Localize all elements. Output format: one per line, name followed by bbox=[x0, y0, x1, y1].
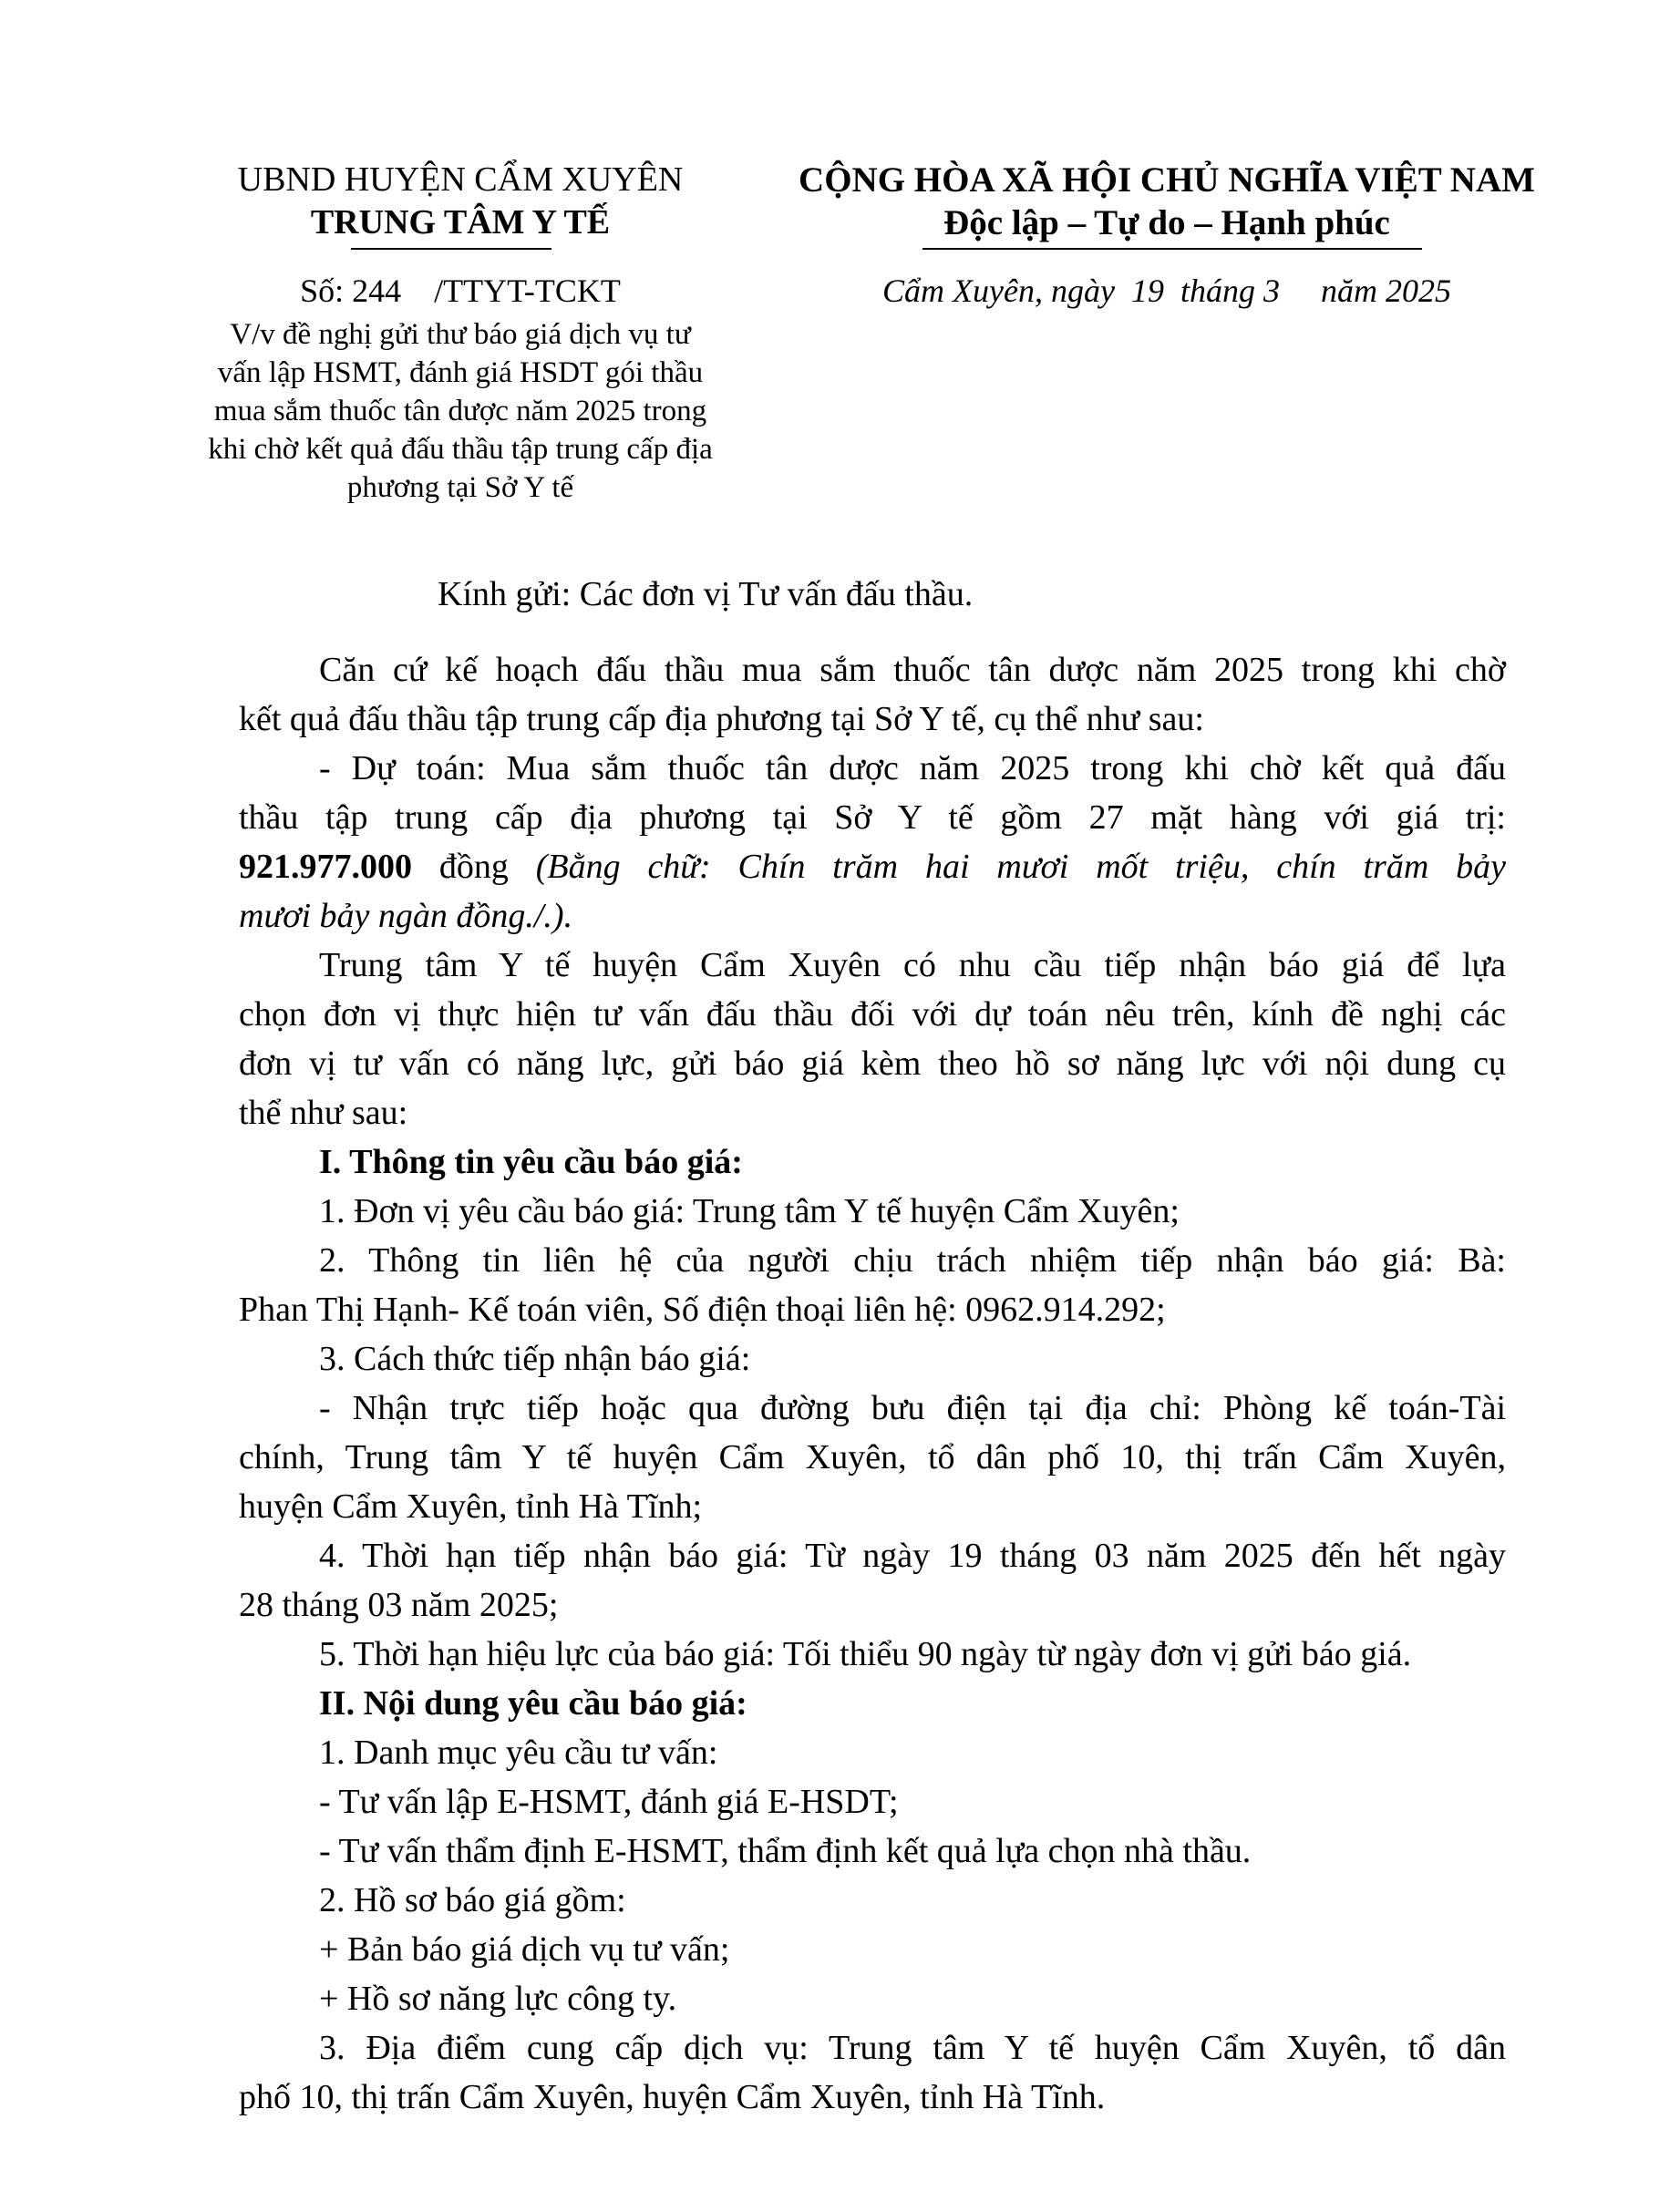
paragraph-line: Trung tâm Y tế huyện Cẩm Xuyên có nhu cầu tiếp nhận báo giá để lựa bbox=[319, 946, 1506, 984]
amount-in-words: (Bằng chữ: Chín trăm hai mươi mốt triệu, chín trăm bảy bbox=[535, 848, 1507, 886]
paragraph-line: - Dự toán: Mua sắm thuốc tân dược năm 2025 trong khi chờ kết quả đấu bbox=[319, 749, 1506, 787]
paragraph-line: thầu tập trung cấp địa phương tại Sở Y tế gồm 27 mặt hàng với giá trị: bbox=[239, 798, 1506, 837]
document-date: Cẩm Xuyên, ngày 19 tháng 3 năm 2025 bbox=[882, 273, 1451, 309]
paragraph-line: Căn cứ kế hoạch đấu thầu mua sắm thuốc tân dược năm 2025 trong khi chờ bbox=[319, 651, 1506, 689]
paragraph-line: thể như sau: bbox=[239, 1094, 408, 1132]
subject-line: khi chờ kết quả đấu thầu tập trung cấp địa bbox=[208, 433, 713, 466]
paragraph-line: kết quả đấu thầu tập trung cấp địa phương tại Sở Y tế, cụ thể như sau: bbox=[239, 700, 1204, 738]
paragraph-line: chọn đơn vị thực hiện tư vấn đấu thầu đối với dự toán nêu trên, kính đề nghị các bbox=[239, 995, 1506, 1034]
section-1-item: 4. Thời hạn tiếp nhận báo giá: Từ ngày 19 tháng 03 năm 2025 đến hết ngày bbox=[319, 1537, 1506, 1575]
document-number: Số: 244 /TTYT-TCKT bbox=[300, 273, 621, 309]
section-1-title: I. Thông tin yêu cầu báo giá: bbox=[319, 1143, 743, 1181]
subject-line: V/v đề nghị gửi thư báo giá dịch vụ tư bbox=[230, 318, 691, 351]
section-1-subitem-cont: huyện Cẩm Xuyên, tỉnh Hà Tĩnh; bbox=[239, 1487, 703, 1526]
motto-underline bbox=[922, 248, 1422, 250]
section-2-subitem: + Bản báo giá dịch vụ tư vấn; bbox=[319, 1930, 730, 1969]
section-2-item: 2. Hồ sơ báo giá gồm: bbox=[319, 1881, 626, 1919]
section-2-subitem: - Tư vấn thẩm định E-HSMT, thẩm định kết quả lựa chọn nhà thầu. bbox=[319, 1832, 1252, 1870]
greeting: Kính gửi: Các đơn vị Tư vấn đấu thầu. bbox=[438, 575, 974, 613]
subject-line: vấn lập HSMT, đánh giá HSDT gói thầu bbox=[217, 356, 704, 389]
section-1-subitem-cont: chính, Trung tâm Y tế huyện Cẩm Xuyên, tổ dân phố 10, thị trấn Cẩm Xuyên, bbox=[239, 1438, 1506, 1476]
section-1-item: 3. Cách thức tiếp nhận báo giá: bbox=[319, 1340, 751, 1378]
section-2-subitem: - Tư vấn lập E-HSMT, đánh giá E-HSDT; bbox=[319, 1783, 899, 1821]
amount-in-words-cont: mươi bảy ngàn đồng./.). bbox=[239, 897, 573, 935]
section-2-item: 1. Danh mục yêu cầu tư vấn: bbox=[319, 1734, 718, 1772]
section-1-item: 2. Thông tin liên hệ của người chịu trách nhiệm tiếp nhận báo giá: Bà: bbox=[319, 1241, 1506, 1280]
section-1-item-cont: Phan Thị Hạnh- Kế toán viên, Số điện thoại liên hệ: 0962.914.292; bbox=[239, 1291, 1166, 1329]
section-1-item: 1. Đơn vị yêu cầu báo giá: Trung tâm Y tế huyện Cẩm Xuyên; bbox=[319, 1192, 1180, 1230]
amount-line bbox=[239, 842, 1506, 891]
currency-unit: đồng bbox=[412, 848, 536, 886]
section-1-subitem: - Nhận trực tiếp hoặc qua đường bưu điện tại địa chỉ: Phòng kế toán-Tài bbox=[319, 1389, 1506, 1427]
section-1-item: 5. Thời hạn hiệu lực của báo giá: Tối thiểu 90 ngày từ ngày đơn vị gửi báo giá. bbox=[319, 1635, 1412, 1673]
unit-underline bbox=[351, 248, 551, 250]
nation-title: CỘNG HÒA XÃ HỘI CHỦ NGHĨA VIỆT NAM bbox=[799, 160, 1535, 200]
unit-name: TRUNG TÂM Y TẾ bbox=[310, 203, 611, 242]
section-2-title: II. Nội dung yêu cầu báo giá: bbox=[319, 1684, 747, 1723]
subject-line: mua sắm thuốc tân dược năm 2025 trong bbox=[213, 395, 707, 427]
section-2-item-cont: phố 10, thị trấn Cẩm Xuyên, huyện Cẩm Xuyên, tỉnh Hà Tĩnh. bbox=[239, 2078, 1106, 2116]
subject-line: phương tại Sở Y tế bbox=[346, 471, 574, 504]
agency-name: UBND HUYỆN CẨM XUYÊN bbox=[237, 160, 684, 199]
budget-amount: 921.977.000 bbox=[239, 848, 412, 886]
nation-motto: Độc lập – Tự do – Hạnh phúc bbox=[943, 203, 1390, 242]
section-2-item: 3. Địa điểm cung cấp dịch vụ: Trung tâm Y tế huyện Cẩm Xuyên, tổ dân bbox=[319, 2029, 1506, 2067]
section-1-item-cont: 28 tháng 03 năm 2025; bbox=[239, 1586, 559, 1624]
paragraph-line: đơn vị tư vấn có năng lực, gửi báo giá kèm theo hồ sơ năng lực với nội dung cụ bbox=[239, 1044, 1506, 1083]
subject-block bbox=[178, 315, 743, 507]
section-2-subitem: + Hồ sơ năng lực công ty. bbox=[319, 1980, 677, 2018]
